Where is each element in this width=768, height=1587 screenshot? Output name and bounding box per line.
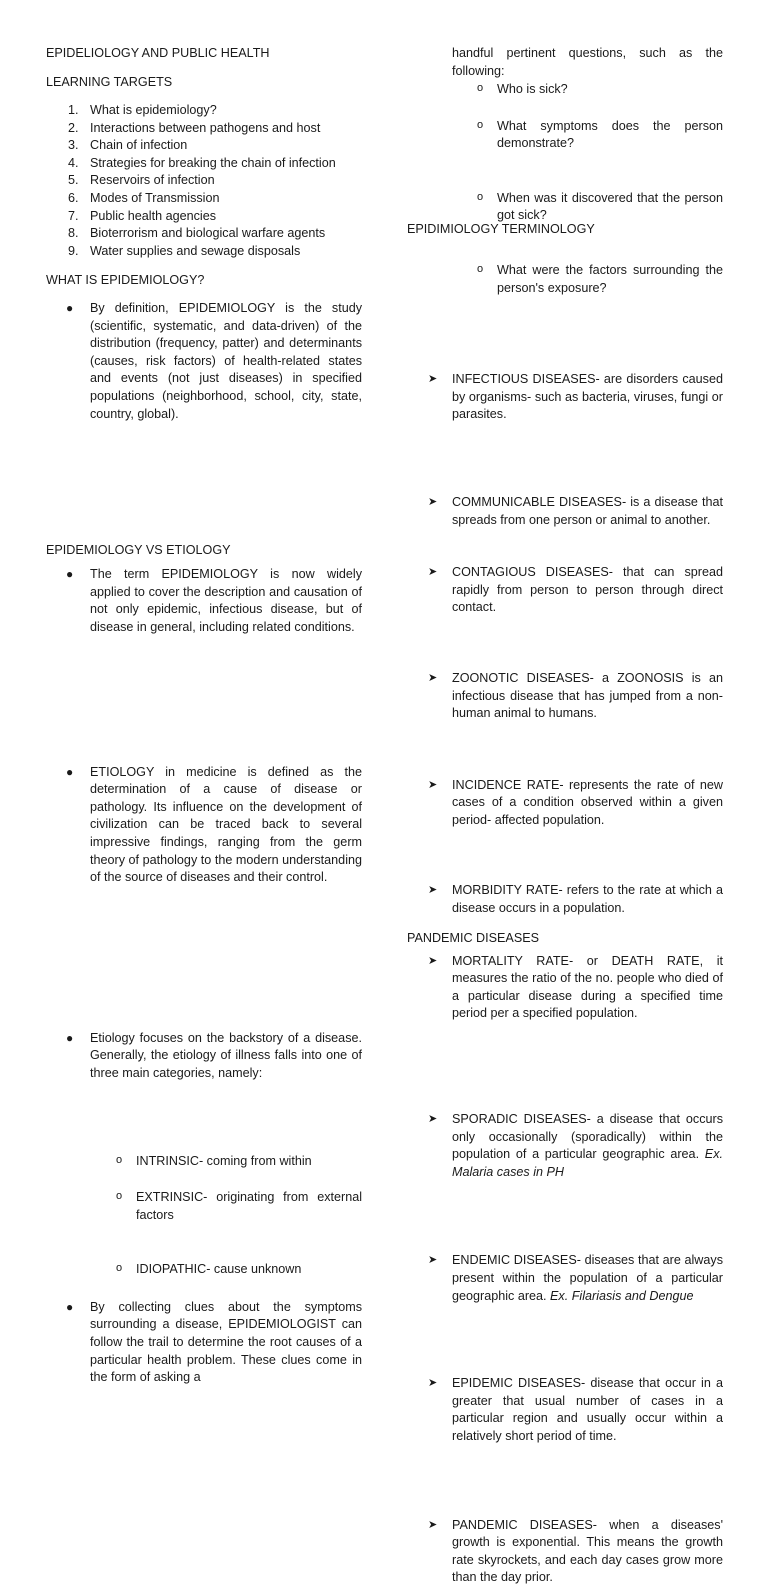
list-item: ➤ MORTALITY RATE- or DEATH RATE, it measures the ratio of the no. people who died of a particular disease during a specified time period per a specified population.: [428, 953, 723, 1021]
bullet-icon: ●: [66, 301, 74, 315]
document-title: EPIDELIOLOGY AND PUBLIC HEALTH: [46, 46, 270, 60]
list-item: 1. What is epidemiology?: [68, 103, 217, 117]
list-item: o IDIOPATHIC- cause unknown: [116, 1262, 302, 1277]
arrow-bullet-icon: ➤: [428, 954, 438, 967]
list-item: ➤ INCIDENCE RATE- represents the rate of new cases of a condition observed within a given period- affected population.: [428, 777, 723, 827]
learning-targets-list: [46, 102, 362, 260]
arrow-bullet-icon: ➤: [428, 566, 438, 579]
list-item: 4. Strategies for breaking the chain of infection: [68, 155, 336, 170]
arrow-bullet-icon: ➤: [428, 1254, 438, 1267]
list-item: o INTRINSIC- coming from within: [116, 1154, 312, 1169]
terminology-heading: EPIDIMIOLOGY TERMINOLOGY: [407, 222, 595, 236]
arrow-bullet-icon: ➤: [428, 671, 438, 684]
list-item: o What were the factors surrounding the person's exposure?: [477, 262, 723, 295]
list-item: ➤ ZOONOTIC DISEASES- a ZOONOSIS is an infectious disease that has jumped from a non-human animal to humans.: [428, 670, 723, 721]
list-item: ● ETIOLOGY in medicine is defined as the determination of a cause of disease or pathology. Its influence on the development of civilization can be traced back to several impressive findings, ranging from the germ theory of pathology to the modern understanding of the source of diseases and their control.: [66, 764, 362, 885]
arrow-bullet-icon: ➤: [428, 1377, 438, 1390]
list-item: ➤ ENDEMIC DISEASES- diseases that are always present within the population of a particular geographic area. Ex. Filariasis and Dengue: [428, 1253, 723, 1303]
circle-bullet-icon: o: [116, 1190, 123, 1203]
bullet-icon: ●: [66, 567, 74, 582]
vs-heading: EPIDEMIOLOGY VS ETIOLOGY: [46, 543, 231, 557]
list-item: ➤ MORBIDITY RATE- refers to the rate at which a disease occurs in a population.: [428, 883, 723, 916]
list-item: 6. Modes of Transmission: [68, 190, 220, 205]
list-item: o When was it discovered that the person got sick?: [477, 190, 723, 223]
pandemic-heading: PANDEMIC DISEASES: [407, 931, 540, 945]
circle-bullet-icon: o: [116, 1154, 123, 1167]
bullet-icon: ●: [66, 764, 74, 779]
left-column: [46, 0, 362, 1385]
list-item: ➤ COMMUNICABLE DISEASES- is a disease that spreads from one person or animal to another.: [428, 494, 723, 527]
list-item: ➤ PANDEMIC DISEASES- when a diseases' growth is exponential. This means the growth rate skyrockets, and each day cases grow more than the day prior.: [428, 1517, 723, 1585]
circle-bullet-icon: o: [477, 118, 484, 131]
list-item: ● Etiology focuses on the backstory of a disease. Generally, the etiology of illness falls into one of three main categories, namely:: [66, 1030, 362, 1080]
list-item: 2. Interactions between pathogens and host: [68, 120, 321, 135]
list-item: o What symptoms does the person demonstrate?: [477, 118, 723, 151]
bullet-icon: ●: [66, 1030, 74, 1045]
circle-bullet-icon: o: [477, 262, 484, 275]
circle-bullet-icon: o: [477, 82, 484, 94]
list-item: o Who is sick?: [477, 82, 568, 96]
list-item: ➤ CONTAGIOUS DISEASES- that can spread rapidly from person to person through direct contact.: [428, 565, 723, 615]
learning-targets-heading: LEARNING TARGETS: [46, 75, 173, 89]
list-item: ● By collecting clues about the symptoms surrounding a disease, EPIDEMIOLOGIST can follow the trail to determine the root causes of a particular health problem. These clues come in the form of asking a: [66, 1299, 362, 1385]
list-item: 5. Reservoirs of infection: [68, 173, 215, 188]
arrow-bullet-icon: ➤: [428, 495, 438, 508]
arrow-bullet-icon: ➤: [428, 778, 438, 791]
list-item: ➤ EPIDEMIC DISEASES- disease that occur in a greater that usual number of cases in a particular region and usually occur within a relatively short period of time.: [428, 1376, 723, 1443]
circle-bullet-icon: o: [116, 1262, 123, 1275]
what-is-heading: WHAT IS EPIDEMIOLOGY?: [46, 273, 205, 287]
list-item: ➤ INFECTIOUS DISEASES- are disorders caused by organisms- such as bacteria, viruses, fungi or parasites.: [428, 372, 723, 422]
arrow-bullet-icon: ➤: [428, 1113, 438, 1126]
list-item: ➤ SPORADIC DISEASES- a disease that occurs only occasionally (sporadically) within the population of a particular geographic area. Ex. Malaria cases in PH: [428, 1112, 723, 1179]
list-item: 7. Public health agencies: [68, 208, 217, 223]
arrow-bullet-icon: ➤: [428, 373, 438, 386]
list-item: o EXTRINSIC- originating from external factors: [116, 1190, 362, 1222]
list-item: 3. Chain of infection: [68, 138, 188, 153]
list-item: 9. Water supplies and sewage disposals: [68, 243, 301, 258]
right-column: [407, 0, 723, 1585]
list-item: ● The term EPIDEMIOLOGY is now widely applied to cover the description and causation of not only epidemic, infectious disease, but of disease in general, including related conditions.: [66, 567, 362, 634]
list-item: 8. Bioterrorism and biological warfare agents: [68, 226, 326, 241]
arrow-bullet-icon: ➤: [428, 884, 438, 897]
arrow-bullet-icon: ➤: [428, 1518, 438, 1531]
continuation-text: handful pertinent questions, such as the following:: [452, 46, 723, 78]
list-item: ● By definition, EPIDEMIOLOGY is the study (scientific, systematic, and data-driven) of the distribution (frequency, patter) and determinants (causes, risk factors) of health-related states and events (not just diseases) in specified populations (neighborhood, school, city, state, country, global).: [66, 301, 362, 421]
bullet-icon: ●: [66, 1299, 74, 1314]
circle-bullet-icon: o: [477, 190, 484, 203]
